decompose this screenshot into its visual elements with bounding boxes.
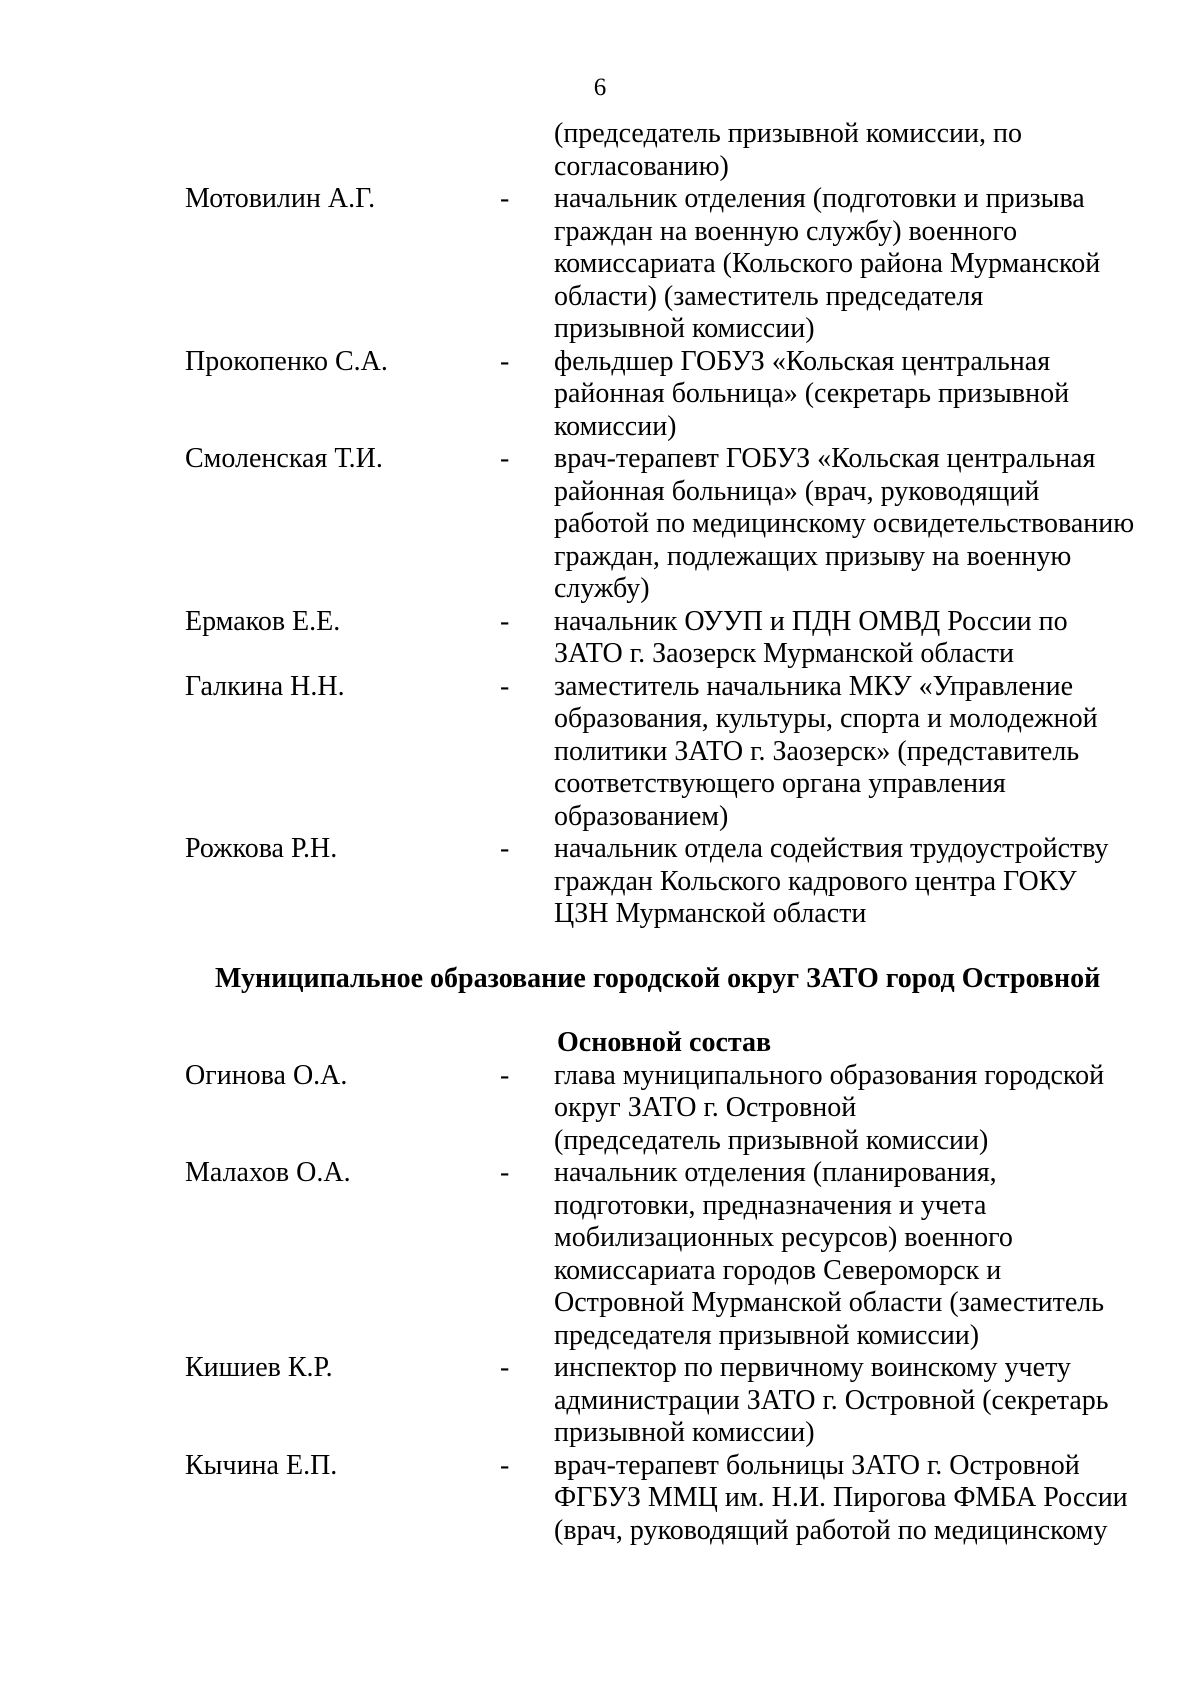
member-role xyxy=(554,833,1154,931)
text-line: согласованию) xyxy=(554,150,729,182)
document-content xyxy=(185,118,1165,1547)
page-number: 6 xyxy=(593,74,607,101)
role-line: ЦЗН Мурманской области xyxy=(554,898,867,929)
role-line: призывной комиссии) xyxy=(554,313,815,344)
role-line: ЗАТО г. Заозерск Мурманской области xyxy=(554,638,1014,669)
role-line: соответствующего органа управления xyxy=(554,768,1006,799)
role-line: округ ЗАТО г. Островной xyxy=(554,1092,857,1123)
role-line: администрации ЗАТО г. Островной (секретарь xyxy=(554,1384,1109,1416)
role-line: политики ЗАТО г. Заозерск» (представитель xyxy=(554,735,1080,767)
member-row xyxy=(185,183,1165,346)
role-line: фельдшер ГОБУЗ «Кольская центральная xyxy=(554,345,1051,377)
role-line: районная больница» (врач, руководящий xyxy=(554,475,1040,507)
role-line: комиссариата (Кольского района Мурманской xyxy=(554,248,1101,279)
member-role xyxy=(554,183,1154,346)
member-name: Кишиев К.Р. xyxy=(185,1352,333,1383)
role-line: службу) xyxy=(554,573,650,604)
role-line: комиссариата городов Североморск и xyxy=(554,1254,1002,1286)
role-line: подготовки, предназначения и учета xyxy=(554,1189,987,1221)
member-row xyxy=(185,671,1165,834)
member-row xyxy=(185,1352,1165,1450)
member-name: Кычина Е.П. xyxy=(185,1449,338,1481)
role-line: (председатель призывной комиссии) xyxy=(554,1124,989,1156)
member-row xyxy=(185,606,1165,671)
dash-separator: - xyxy=(500,183,510,214)
member-row xyxy=(185,346,1165,444)
member-row xyxy=(185,1450,1165,1548)
role-line: врач-терапевт больницы ЗАТО г. Островной xyxy=(554,1449,1080,1481)
role-line: начальник ОУУП и ПДН ОМВД России по xyxy=(554,605,1068,637)
member-role xyxy=(554,671,1154,834)
role-line: начальник отделения (планирования, xyxy=(554,1157,997,1188)
member-role xyxy=(554,1157,1154,1352)
role-line: образования, культуры, спорта и молодежной xyxy=(554,703,1098,734)
member-name: Ермаков Е.Е. xyxy=(185,605,341,637)
dash-separator: - xyxy=(500,1449,510,1481)
member-name: Прокопенко С.А. xyxy=(185,345,388,377)
role-line: начальник отдела содействия трудоустройству xyxy=(554,833,1109,864)
member-row xyxy=(185,1060,1165,1158)
dash-separator: - xyxy=(500,345,510,377)
role-line: председателя призывной комиссии) xyxy=(554,1319,980,1351)
role-line: комиссии) xyxy=(554,410,677,442)
dash-separator: - xyxy=(500,605,510,637)
member-row xyxy=(185,443,1165,606)
member-role xyxy=(554,1352,1154,1450)
role-line: граждан на военную службу) военного xyxy=(554,215,1018,247)
role-line: врач-терапевт ГОБУЗ «Кольская центральная xyxy=(554,443,1096,474)
role-line: работой по медицинскому освидетельствованию xyxy=(554,508,1135,539)
role-line: заместитель начальника МКУ «Управление xyxy=(554,670,1074,702)
role-line: начальник отделения (подготовки и призыва xyxy=(554,183,1085,214)
member-row xyxy=(185,833,1165,931)
member-name: Галкина Н.Н. xyxy=(185,670,345,702)
member-role xyxy=(554,606,1154,671)
member-name: Смоленская Т.И. xyxy=(185,443,383,474)
dash-separator: - xyxy=(500,1157,510,1188)
role-line: мобилизационных ресурсов) военного xyxy=(554,1222,1013,1253)
section-subheading: Основной состав xyxy=(557,1027,772,1058)
role-line: призывной комиссии) xyxy=(554,1417,815,1448)
role-line: инспектор по первичному воинскому учету xyxy=(554,1352,1071,1383)
role-line: области) (заместитель председателя xyxy=(554,280,984,312)
section-heading: Муниципальное образование городской округ ЗАТО город Островной xyxy=(215,962,1101,994)
member-role xyxy=(554,1450,1154,1548)
text-line: (председатель призывной комиссии, по xyxy=(554,118,1022,149)
member-name: Малахов О.А. xyxy=(185,1157,351,1188)
role-line: образованием) xyxy=(554,800,729,832)
member-role xyxy=(554,1060,1154,1158)
member-name: Рожкова Р.Н. xyxy=(185,833,338,864)
role-line: граждан Кольского кадрового центра ГОКУ xyxy=(554,865,1077,897)
role-line: глава муниципального образования городской xyxy=(554,1059,1105,1091)
member-name: Огинова О.А. xyxy=(185,1059,348,1091)
dash-separator: - xyxy=(500,443,510,474)
kola-member-list xyxy=(185,183,1165,931)
member-role xyxy=(554,346,1154,444)
role-line: районная больница» (секретарь призывной xyxy=(554,378,1070,409)
dash-separator: - xyxy=(500,1352,510,1383)
member-row xyxy=(185,1157,1165,1352)
member-name: Мотовилин А.Г. xyxy=(185,183,376,214)
continuation-text xyxy=(554,118,1165,183)
role-line: (врач, руководящий работой по медицинскому xyxy=(554,1514,1108,1546)
role-line: граждан, подлежащих призыву на военную xyxy=(554,540,1072,572)
dash-separator: - xyxy=(500,833,510,864)
dash-separator: - xyxy=(500,670,510,702)
dash-separator: - xyxy=(500,1059,510,1091)
role-line: Островной Мурманской области (заместитель xyxy=(554,1287,1105,1318)
member-role xyxy=(554,443,1154,606)
ostrovnoy-member-list xyxy=(185,1060,1165,1548)
role-line: ФГБУЗ ММЦ им. Н.И. Пирогова ФМБА России xyxy=(554,1482,1128,1513)
